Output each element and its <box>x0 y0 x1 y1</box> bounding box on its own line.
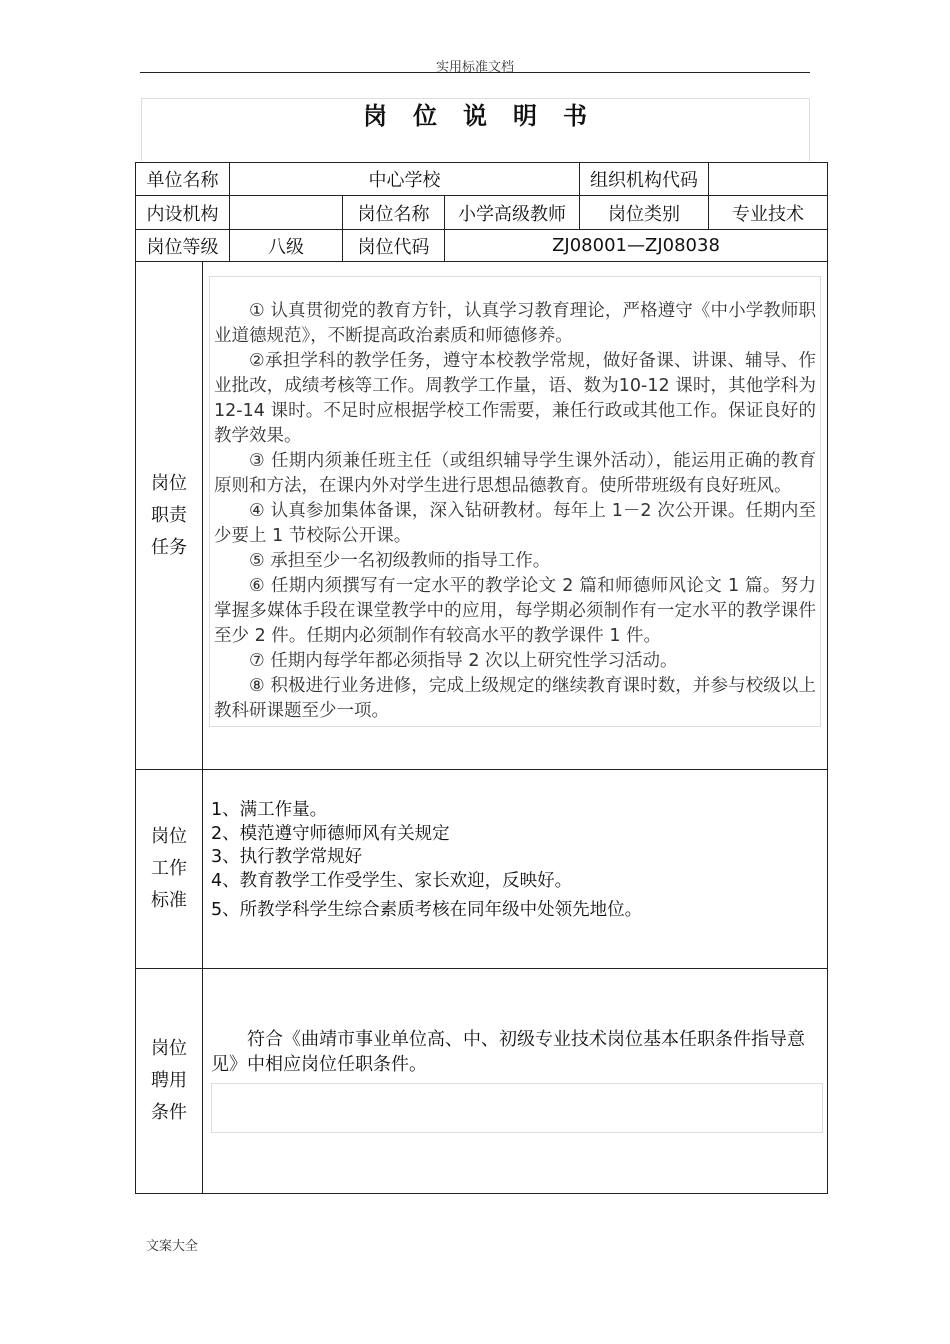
duty-item: ① 认真贯彻党的教育方针，认真学习教育理论，严格遵守《中小学教师职业道德规范》，不断提高政治素质和师德修养。 <box>214 300 817 346</box>
standards-content <box>203 770 828 969</box>
standards-label <box>136 770 203 969</box>
standards-label-line: 岗位 <box>151 826 187 847</box>
hiring-label-line: 岗位 <box>151 1038 187 1059</box>
standards-label-line: 工作 <box>151 858 187 879</box>
duty-item: ⑦ 任期内每学年都必须指导 2 次以上研究性学习活动。 <box>249 650 678 671</box>
duty-item: ⑥ 任期内须撰写有一定水平的教学论文 2 篇和师德师风论文 1 篇。努力掌握多媒体手段在课堂教学中的应用，每学期必须制作有一定水平的教学课件至少 2 件。任期内必须制作有较高水平的教学课件 1 件。 <box>214 575 817 646</box>
position-name-value: 小学高级教师 <box>445 196 580 230</box>
hiring-conditions-text: 符合《曲靖市事业单位高、中、初级专业技术岗位基本任职条件指导意见》中相应岗位任职条件。 <box>211 1029 805 1075</box>
org-code-value <box>709 163 828 196</box>
duty-item: ②承担学科的教学任务，遵守本校教学常规，做好备课、讲课、辅导、作业批改，成绩考核等工作。周教学工作量，语、数为10-12 课时，其他学科为 12-14 课时。不足时应根据学校工作需要，兼任行政或其他工作。保证良好的教学效果。 <box>214 350 817 446</box>
hiring-content <box>203 969 828 1194</box>
hiring-label <box>136 969 203 1194</box>
row-duties <box>136 262 828 770</box>
internal-org-label: 内设机构 <box>136 196 230 230</box>
position-grade-value: 八级 <box>230 230 343 262</box>
duties-content <box>203 262 828 770</box>
duty-item: ④ 认真参加集体备课，深入钻研教材。每年上 1－2 次公开课。任期内至少要上 1 节校际公开课。 <box>214 500 817 546</box>
position-type-label: 岗位类别 <box>580 196 709 230</box>
position-code-label: 岗位代码 <box>343 230 445 262</box>
internal-org-value <box>230 196 343 230</box>
row-standards <box>136 770 828 969</box>
duties-label-line: 职责 <box>151 504 187 526</box>
standard-item: 5、所教学科学生综合素质考核在同年级中处领先地位。 <box>211 900 643 921</box>
hiring-label-line: 条件 <box>151 1102 187 1123</box>
duty-item: ⑤ 承担至少一名初级教师的指导工作。 <box>249 550 551 571</box>
hiring-empty-box <box>211 1083 823 1133</box>
page-header: 实用标准文档 <box>435 60 514 75</box>
standards-label-line: 标准 <box>151 890 187 911</box>
page-footer: 文案大全 <box>146 1239 199 1254</box>
job-description-table <box>135 162 828 1194</box>
duties-label <box>136 262 203 770</box>
standard-item: 2、模范遵守师德师风有关规定 <box>211 823 450 844</box>
position-name-label: 岗位名称 <box>343 196 445 230</box>
standard-item: 3、执行教学常规好 <box>211 847 363 868</box>
position-grade-label: 岗位等级 <box>136 230 230 262</box>
row-internal <box>136 196 828 230</box>
hiring-label-line: 聘用 <box>151 1070 187 1091</box>
unit-name-value: 中心学校 <box>230 163 580 196</box>
duty-item: ⑧ 积极进行业务进修，完成上级规定的继续教育课时数，并参与校级以上教科研课题至少一项。 <box>214 675 817 721</box>
standard-item: 1、满工作量。 <box>211 800 328 821</box>
position-code-value: ZJ08001—ZJ08038 <box>445 230 828 262</box>
position-type-value: 专业技术 <box>709 196 828 230</box>
standard-item: 4、教育教学工作受学生、家长欢迎，反映好。 <box>211 870 573 891</box>
duty-item: ③ 任期内须兼任班主任（或组织辅导学生课外活动），能运用正确的教育原则和方法，在课内外对学生进行思想品德教育。使所带班级有良好班风。 <box>214 450 817 496</box>
document-title: 岗位说明书 <box>363 102 613 130</box>
duties-label-line: 岗位 <box>151 472 187 494</box>
row-hiring <box>136 969 828 1194</box>
duties-label-line: 任务 <box>151 536 187 558</box>
header-rule <box>140 72 810 73</box>
unit-name-label: 单位名称 <box>136 163 230 196</box>
org-code-label: 组织机构代码 <box>580 163 709 196</box>
row-unit <box>136 163 828 196</box>
row-grade <box>136 230 828 262</box>
